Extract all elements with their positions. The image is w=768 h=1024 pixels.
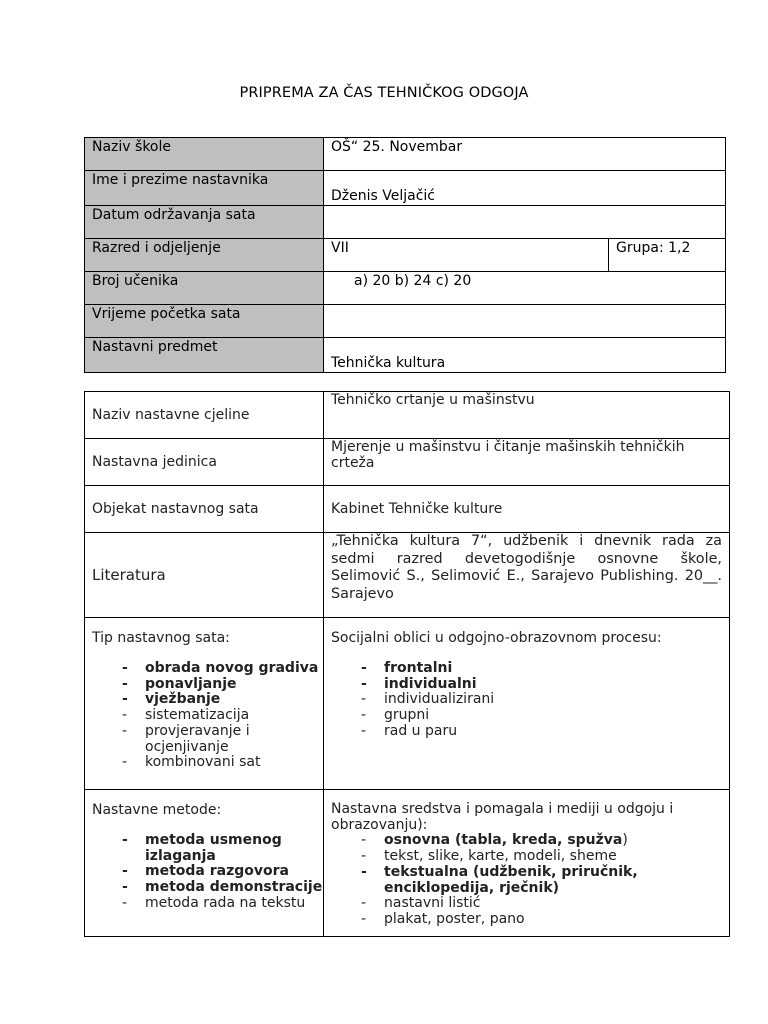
list-item: - kombinovani sat [114, 755, 323, 771]
school-value: OŠ“ 25. Novembar [324, 138, 726, 171]
means-label: Nastavna sredstva i pomagala i mediji u odgoju i obrazovanju): [331, 801, 674, 833]
list-item: - provjeravanje i ocjenjivanje [114, 724, 323, 755]
start-value [324, 305, 726, 338]
students-value: a) 20 b) 24 c) 20 [324, 272, 726, 305]
object-label: Objekat nastavnog sata [85, 486, 324, 533]
list-item: - metoda rada na tekstu [114, 896, 323, 912]
lesson-type-list [92, 661, 323, 771]
list-item: - plakat, poster, pano [353, 912, 722, 928]
table-row [85, 305, 726, 338]
list-item: - obrada novog gradiva [114, 661, 323, 677]
class-value: VII [324, 239, 609, 272]
table-row [85, 486, 730, 533]
unit-label: Naziv nastavne cjeline [85, 392, 324, 439]
methods-label: Nastavne metode: [92, 802, 222, 818]
start-label: Vrijeme početka sata [85, 305, 324, 338]
list-item: - frontalni [353, 661, 722, 677]
list-item [353, 833, 722, 849]
page-title: PRIPREMA ZA ČAS TEHNIČKOG ODGOJA [239, 85, 529, 101]
table-row [85, 533, 730, 618]
list-item: - individualni [353, 677, 722, 693]
date-label: Datum održavanja sata [85, 206, 324, 239]
table-row [85, 439, 730, 486]
list-item: - metoda razgovora [114, 864, 323, 880]
table-row [85, 138, 726, 171]
table-row [85, 338, 726, 373]
list-item: - individualizirani [353, 692, 722, 708]
object-value: Kabinet Tehničke kulture [324, 486, 730, 533]
teacher-value: Dženis Veljačić [331, 188, 435, 204]
literature-label: Literatura [85, 533, 324, 618]
unit-value: Tehničko crtanje u mašinstvu [324, 392, 730, 439]
list-item: - rad u paru [353, 724, 722, 740]
list-item: - sistematizacija [114, 708, 323, 724]
teacher-label: Ime i prezime nastavnika [85, 171, 324, 206]
plan-table [84, 391, 730, 937]
info-table [84, 137, 726, 373]
list-item: - tekstualna (udžbenik, priručnik, enciklopedija, rječnik) [353, 865, 722, 896]
methods-list [92, 833, 323, 912]
list-item-text: osnovna (tabla, kreda, spužva [384, 832, 623, 849]
lesson-type-label: Tip nastavnog sata: [92, 630, 230, 646]
list-item: - tekst, slike, karte, modeli, sheme [353, 849, 722, 865]
list-item: - nastavni listić [353, 896, 722, 912]
group-value: Grupa: 1,2 [609, 239, 726, 272]
table-row [85, 618, 730, 790]
date-value [324, 206, 726, 239]
subject-label: Nastavni predmet [85, 338, 324, 373]
list-item: - grupni [353, 708, 722, 724]
list-item: - metoda usmenog izlaganja [114, 833, 323, 864]
table-row [85, 239, 726, 272]
table-row [85, 272, 726, 305]
table-row [85, 392, 730, 439]
literature-value: „Tehnička kultura 7“, udžbenik i dnevnik rada za sedmi razred devetogodišnje osnovne škole, Selimović S., Selimović E., Sarajevo Publishing. 20__. Sarajevo [324, 533, 730, 618]
social-forms-list [331, 661, 722, 740]
school-label: Naziv škole [85, 138, 324, 171]
list-item-suffix: ) [622, 832, 628, 849]
lesson-value: Mjerenje u mašinstvu i čitanje mašinskih tehničkih crteža [324, 439, 730, 486]
list-item: - ponavljanje [114, 677, 323, 693]
students-label: Broj učenika [85, 272, 324, 305]
list-item: - metoda demonstracije [114, 880, 323, 896]
social-forms-label: Socijalni oblici u odgojno-obrazovnom procesu: [331, 630, 662, 646]
lesson-label: Nastavna jedinica [85, 439, 324, 486]
subject-value: Tehnička kultura [331, 355, 446, 371]
list-item: - vježbanje [114, 692, 323, 708]
class-label: Razred i odjeljenje [85, 239, 324, 272]
table-row [85, 206, 726, 239]
means-list [331, 833, 722, 927]
table-row [85, 790, 730, 937]
table-row [85, 171, 726, 206]
